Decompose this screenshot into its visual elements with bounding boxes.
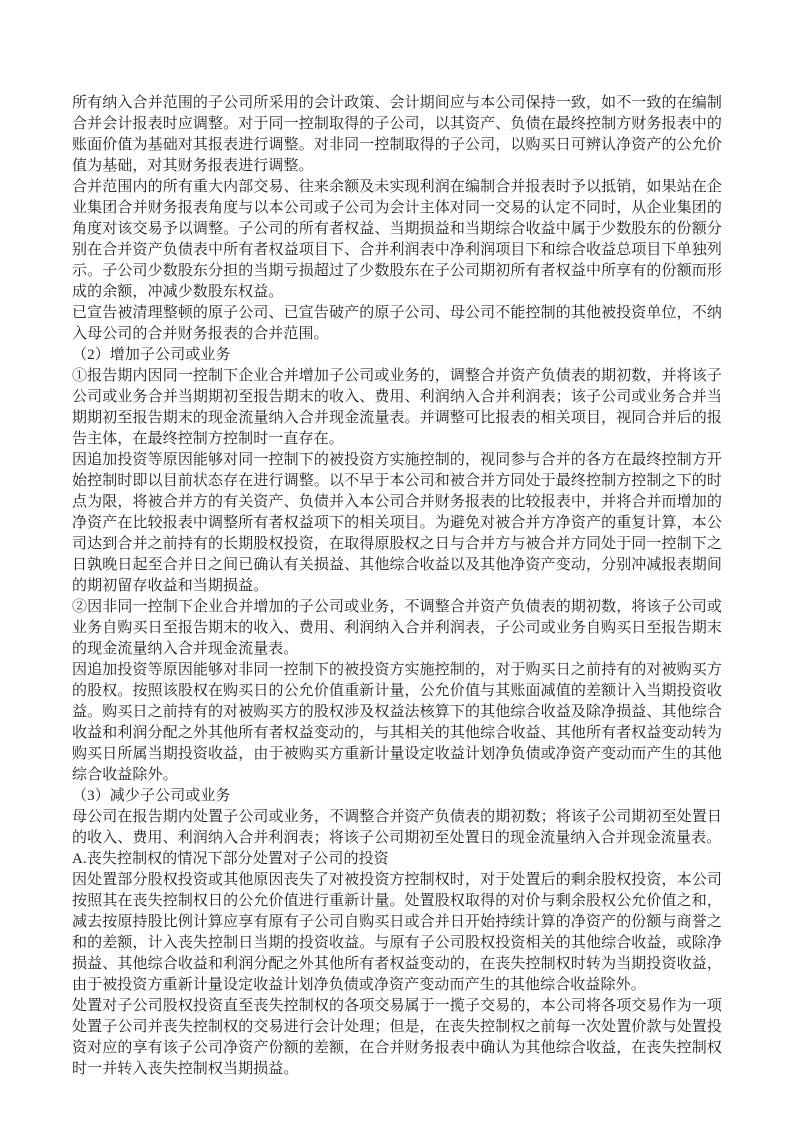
para-consolidation-accounting-policy: 所有纳入合并范围的子公司所采用的会计政策、会计期间应与本公司保持一致，如不一致的在编制合并会计报表时应调整。对于同一控制取得的子公司，以其资产、负债在最终控制方财务报表中的账面价值为基础对其报表进行调整。对非同一控制取得的子公司，以购买日可辨认净资产的公允价值为基础，对其财务报表进行调整。 <box>72 95 722 174</box>
para-disposal-during-period: 母公司在报告期内处置子公司或业务，不调整合并资产负债表的期初数；将该子公司期初至处置日的收入、费用、利润纳入合并利润表；将该子公司期初至处置日的现金流量纳入合并现金流量表。 <box>72 809 722 846</box>
para-excluded-entities: 已宣告被清理整顿的原子公司、已宣告破产的原子公司、母公司不能控制的其他被投资单位，不纳入母公司的合并财务报表的合并范围。 <box>72 305 722 342</box>
para-package-transaction: 处置对子公司股权投资直至丧失控制权的各项交易属于一揽子交易的，本公司将各项交易作为一项处置子公司并丧失控制权的交易进行会计处理；但是，在丧失控制权之前每一次处置价款与处置投资对应的享有该子公司净资产份额的差额，在合并财务报表中确认为其他综合收益，在丧失控制权时一并转入丧失控制权当期损益。 <box>72 998 722 1077</box>
document-body <box>72 93 722 1080</box>
heading-add-subsidiary-or-business: （2）增加子公司或业务 <box>72 347 231 363</box>
para-non-same-control-merger-addition: ②因非同一控制下企业合并增加的子公司或业务，不调整合并资产负债表的期初数，将该子公司或业务自购买日至报告期末的收入、费用、利润纳入合并利润表，子公司或业务自购买日至报告期末的现金流量纳入合并现金流量表。 <box>72 599 722 657</box>
heading-reduce-subsidiary-or-business: （3）减少子公司或业务 <box>72 788 231 804</box>
para-internal-transactions-elimination: 合并范围内的所有重大内部交易、往来余额及未实现利润在编制合并报表时予以抵销，如果站在企业集团合并财务报表角度与以本公司或子公司为会计主体对同一交易的认定不同时，从企业集团的角度对该交易予以调整。子公司的所有者权益、当期损益和当期综合收益中属于少数股东的份额分别在合并资产负债表中所有者权益项目下、合并利润表中净利润项目下和综合收益总项目下单独列示。子公司少数股东分担的当期亏损超过了少数股东在子公司期初所有者权益中所享有的份额而形成的余额，冲减少数股东权益。 <box>72 179 722 300</box>
para-same-control-additional-investment: 因追加投资等原因能够对同一控制下的被投资方实施控制的，视同参与合并的各方在最终控制方开始控制时即以目前状态存在进行调整。以不早于本公司和被合并方同处于最终控制方控制之下的时点为限，将被合并方的有关资产、负债并入本公司合并财务报表的比较报表中，并将合并而增加的净资产在比较报表中调整所有者权益项下的相关项目。为避免对被合并方净资产的重复计算，本公司达到合并之前持有的长期股权投资，在取得原股权之日与合并方与被合并方同处于同一控制下之日孰晚日起至合并日之间已确认有关损益、其他综合收益以及其他净资产变动，分别冲减报表期间的期初留存收益和当期损益。 <box>72 452 722 594</box>
heading-partial-disposal-loss-of-control: A.丧失控制权的情况下部分处置对子公司的投资 <box>72 851 389 867</box>
para-loss-of-control-remeasurement: 因处置部分股权投资或其他原因丧失了对被投资方控制权时，对于处置后的剩余股权投资，本公司按照其在丧失控制权日的公允价值进行重新计量。处置股权取得的对价与剩余股权公允价值之和，减去按原持股比例计算应享有原有子公司自购买日或合并日开始持续计算的净资产的份额与商誉之和的差额，计入丧失控制日当期的投资收益。与原有子公司股权投资相关的其他综合收益，或除净损益、其他综合收益和利润分配之外其他所有者权益变动的，在丧失控制权时转为当期投资收益，由于被投资方重新计量设定收益计划净负债或净资产变动而产生的其他综合收益除外。 <box>72 872 722 993</box>
para-non-same-control-additional-investment: 因追加投资等原因能够对非同一控制下的被投资方实施控制的，对于购买日之前持有的对被购买方的股权。按照该股权在购买日的公允价值重新计量，公允价值与其账面减值的差额计入当期投资收益。购买日之前持有的对被购买方的股权涉及权益法核算下的其他综合收益及除净损益、其他综合收益和利润分配之外其他所有者权益变动的，与其相关的其他综合收益、其他所有者权益变动转为购买日所属当期投资收益，由于被购买方重新计量设定收益计划净负债或净资产变动而产生的其他综合收益除外。 <box>72 662 722 783</box>
para-same-control-merger-addition: ①报告期内因同一控制下企业合并增加子公司或业务的，调整合并资产负债表的期初数，并将该子公司或业务合并当期期初至报告期末的收入、费用、利润纳入合并利润表；该子公司或业务合并当期期初至报告期末的现金流量纳入合并现金流量表。并调整可比报表的相关项目，视同合并后的报告主体，在最终控制方控制时一直存在。 <box>72 368 722 447</box>
